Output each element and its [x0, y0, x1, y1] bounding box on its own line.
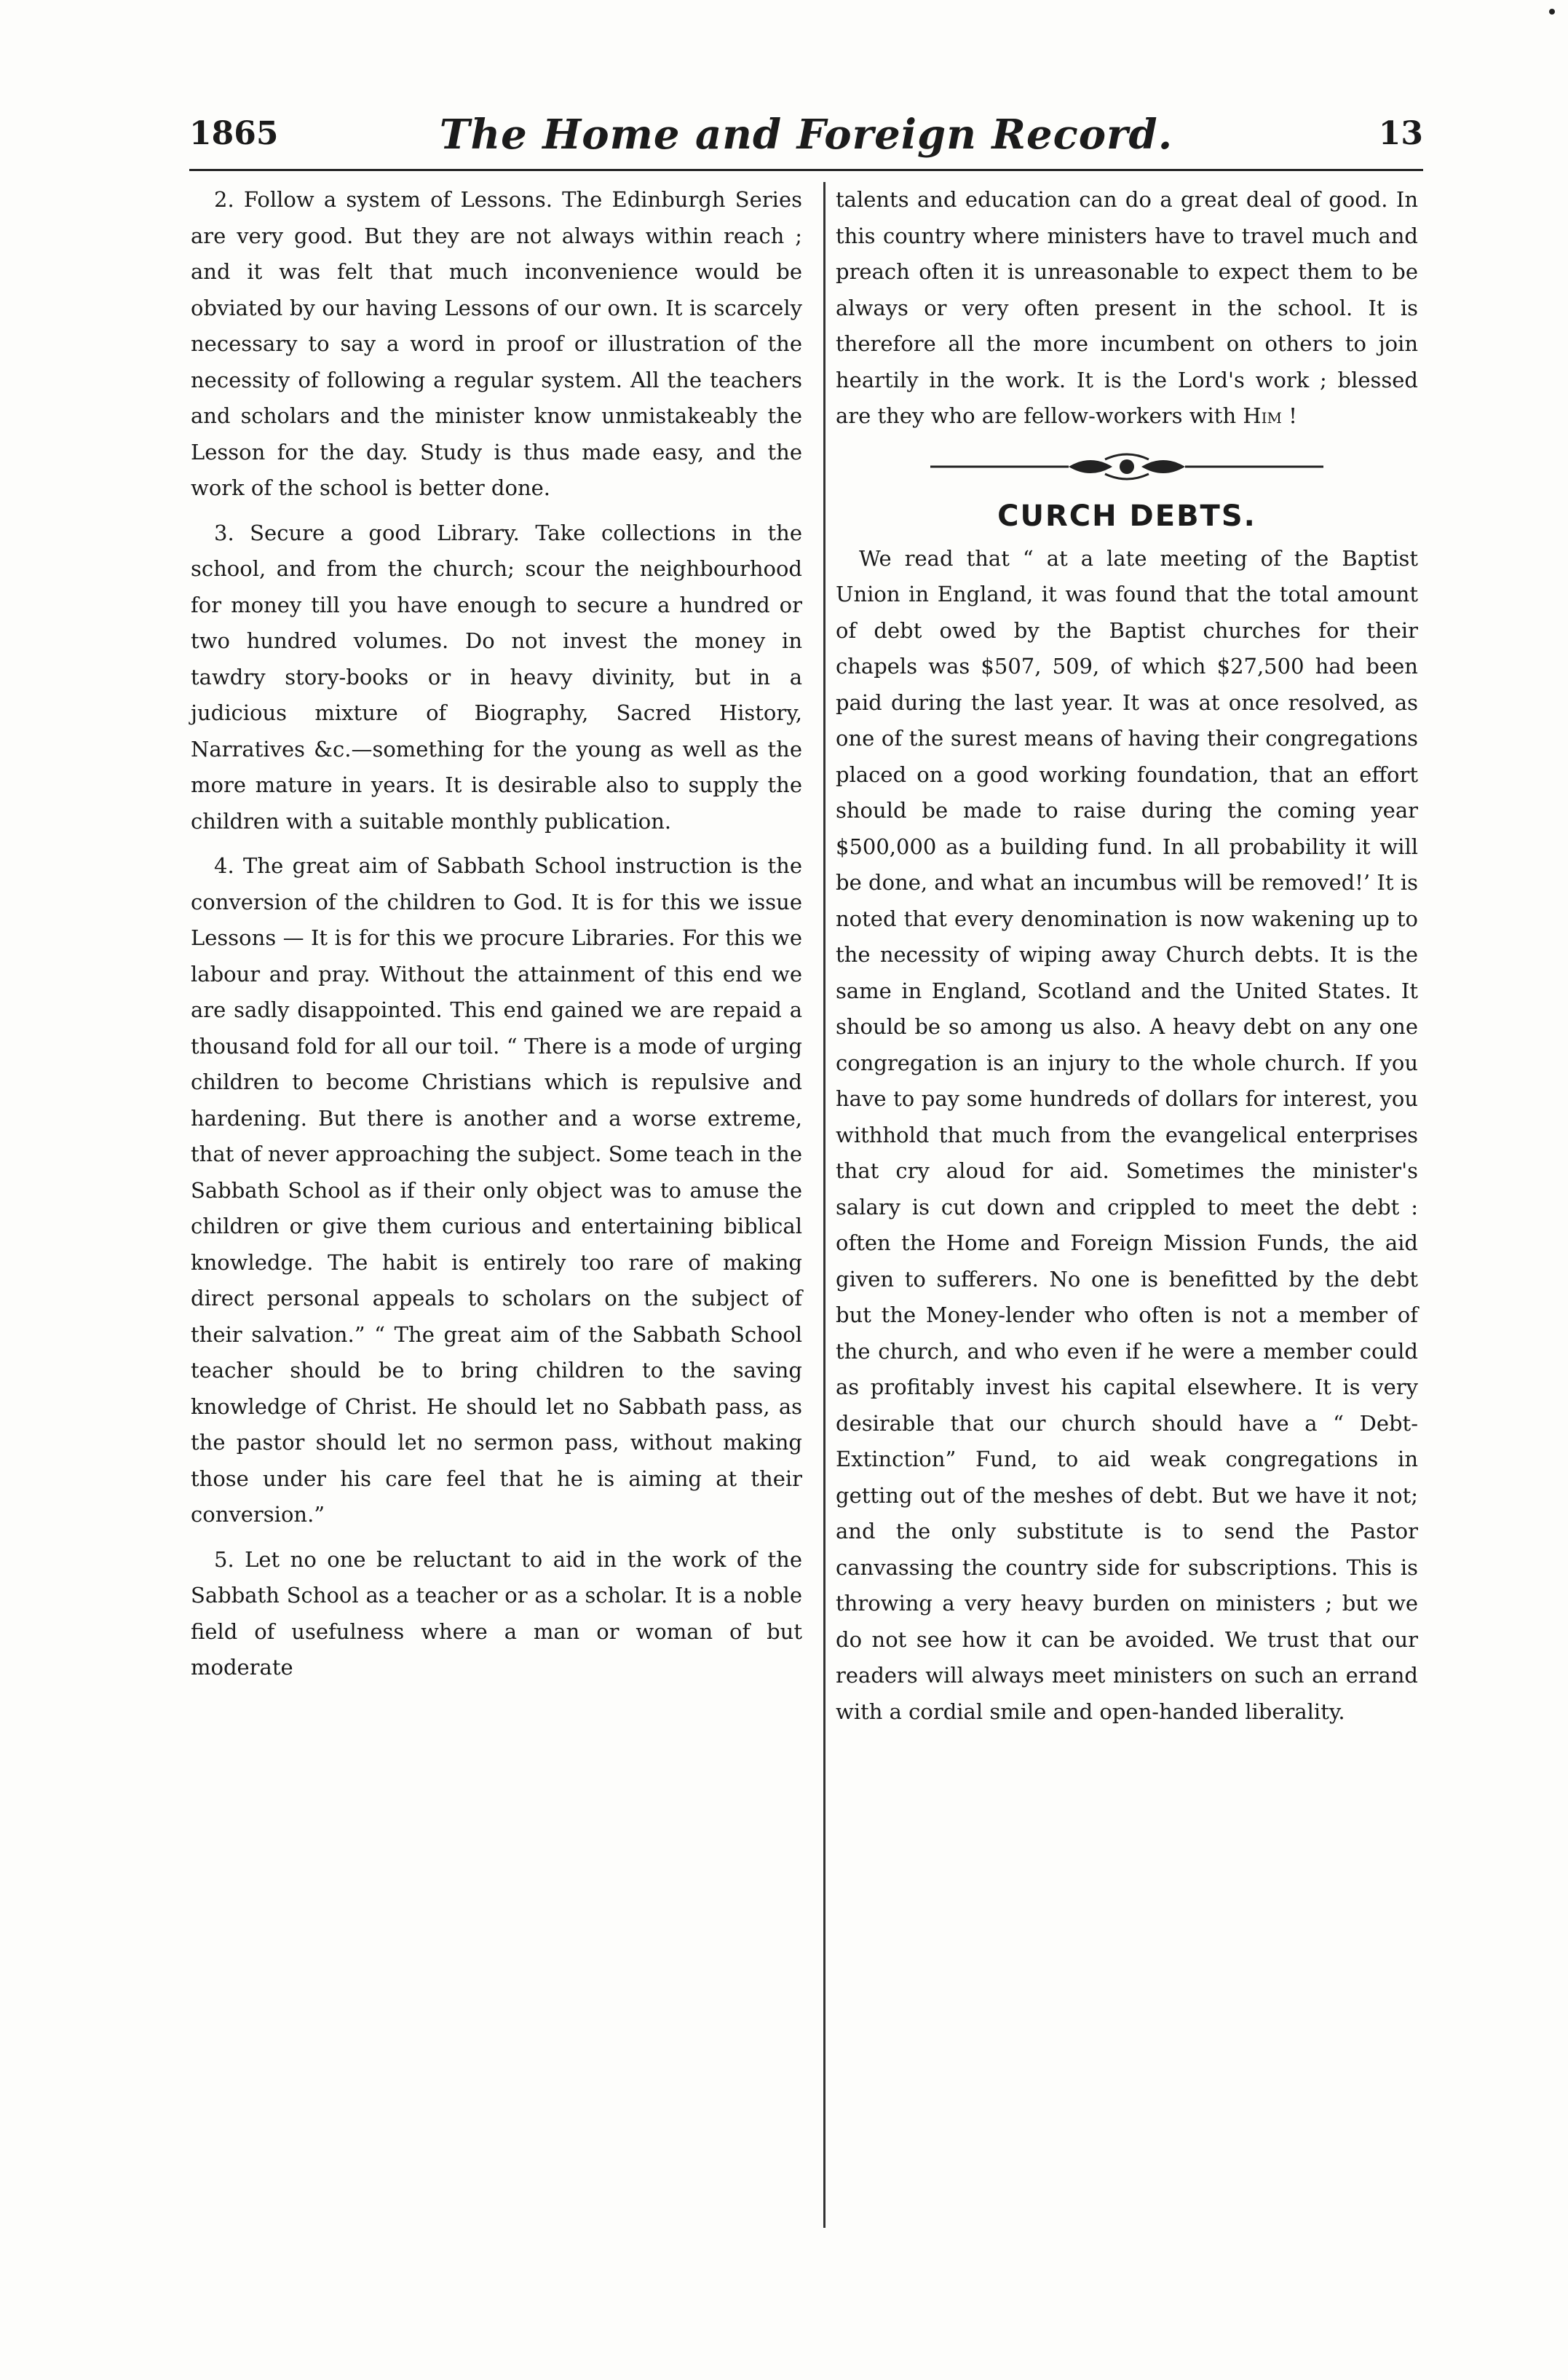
right-column — [836, 182, 1418, 1739]
left-column — [191, 182, 802, 1695]
page-number: 13 — [1378, 115, 1423, 152]
column-divider — [823, 182, 825, 2228]
paragraph-3: 3. Secure a good Library. Take collections in the school, and from the church; scour the neighbourhood for money till you have enough to secure a hundred or two hundred volumes. Do not invest the money in tawdry story-books or in heavy divinity, but in a judicious mixture of Biography, Sacred History, Narratives &c.—something for the young as well as the more mature in years. It is desirable also to supply the children with a suitable monthly publication. — [191, 520, 802, 834]
paragraph-2: 2. Follow a system of Lessons. The Edinburgh Series are very good. But they are not always within reach ; and it was felt that much inconvenience would be obviated by our having Lessons of our own. It is scarcely necessary to say a word in proof or illustration of the necessity of following a regular system. All the teachers and scholars and the minister know unmistakeably the Lesson for the day. Study is thus made easy, and the work of the school is better done. — [191, 187, 802, 500]
header-title: The Home and Foreign Record. — [439, 111, 1173, 159]
continued-text: talents and education can do a great deal of good. In this country where ministers have to travel much and preach often it is unreasonable to expect them to be always or very often present in the school. It is therefore all the more incumbent on others to join heartily in the work. It is the Lord's work ; blessed are they who are fellow-workers with — [836, 187, 1418, 428]
article-heading: CURCH DEBTS. — [997, 499, 1256, 533]
header-year: 1865 — [189, 115, 279, 152]
paragraph-4: 4. The great aim of Sabbath School instruction is the conversion of the children to God. It is for this we issue Lessons — It is for this we procure Libraries. For this we labour and pray. Without the attainment of this end we are sadly disappointed. This end gained we are repaid a thousand fold for all our toil. “ There is a mode of urging children to become Christians which is repulsive and hardening. But there is another and a worse extreme, that of never approaching the subject. Some teach in the Sabbath School as if their only object was to amuse the children or give them curious and entertaining biblical knowledge. The habit is entirely too rare of making direct personal appeals to scholars on the subject of their salvation.” “ The great aim of the Sabbath School teacher should be to bring children to the saving knowledge of Christ. He should let no Sabbath pass, as the pastor should let no sermon pass, without making those under his care feel that he is aiming at their conversion.” — [191, 853, 802, 1527]
paragraph-5: 5. Let no one be reluctant to aid in the work of the Sabbath School as a teacher or as a scholar. It is a noble field of usefulness where a man or woman of but moderate — [191, 1546, 802, 1680]
continued-paragraph — [836, 182, 1418, 435]
him-word: Him ! — [1243, 403, 1297, 428]
running-header — [189, 108, 1423, 166]
decorative-divider-icon — [923, 451, 1331, 483]
ink-speck — [1549, 9, 1555, 15]
header-rule — [189, 169, 1423, 171]
article-body: We read that “ at a late meeting of the Baptist Union in England, it was found that the total amount of debt owed by the Baptist churches for their chapels was $507, 509, of which $27,500 had been paid during the last year. It was at once resolved, as one of the surest means of having their congregations placed on a good working foundation, that an effort should be made to raise during the coming year $500,000 as a building fund. In all probability it will be done, and what an incumbus will be removed!’ It is noted that every denomination is now wakening up to the necessity of wiping away Church debts. It is the same in England, Scotland and the United States. It should be so among us also. A heavy debt on any one congregation is an injury to the whole church. If you have to pay some hundreds of dollars for interest, you withhold that much from the evangelical enterprises that cry aloud for aid. Sometimes the minister's salary is cut down and crippled to meet the debt : often the Home and Foreign Mission Funds, the aid given to sufferers. No one is benefitted by the debt but the Money-lender who often is not a member of the church, and who even if he were a member could as profitably invest his capital elsewhere. It is very desirable that our church should have a “ Debt-Extinction” Fund, to aid weak congregations in getting out of the meshes of debt. But we have it not; and the only substitute is to send the Pastor canvassing the country side for subscriptions. This is throwing a very heavy burden on ministers ; but we do not see how it can be avoided. We trust that our readers will always meet ministers on such an errand with a cordial smile and open-handed liberality. — [836, 545, 1418, 1724]
